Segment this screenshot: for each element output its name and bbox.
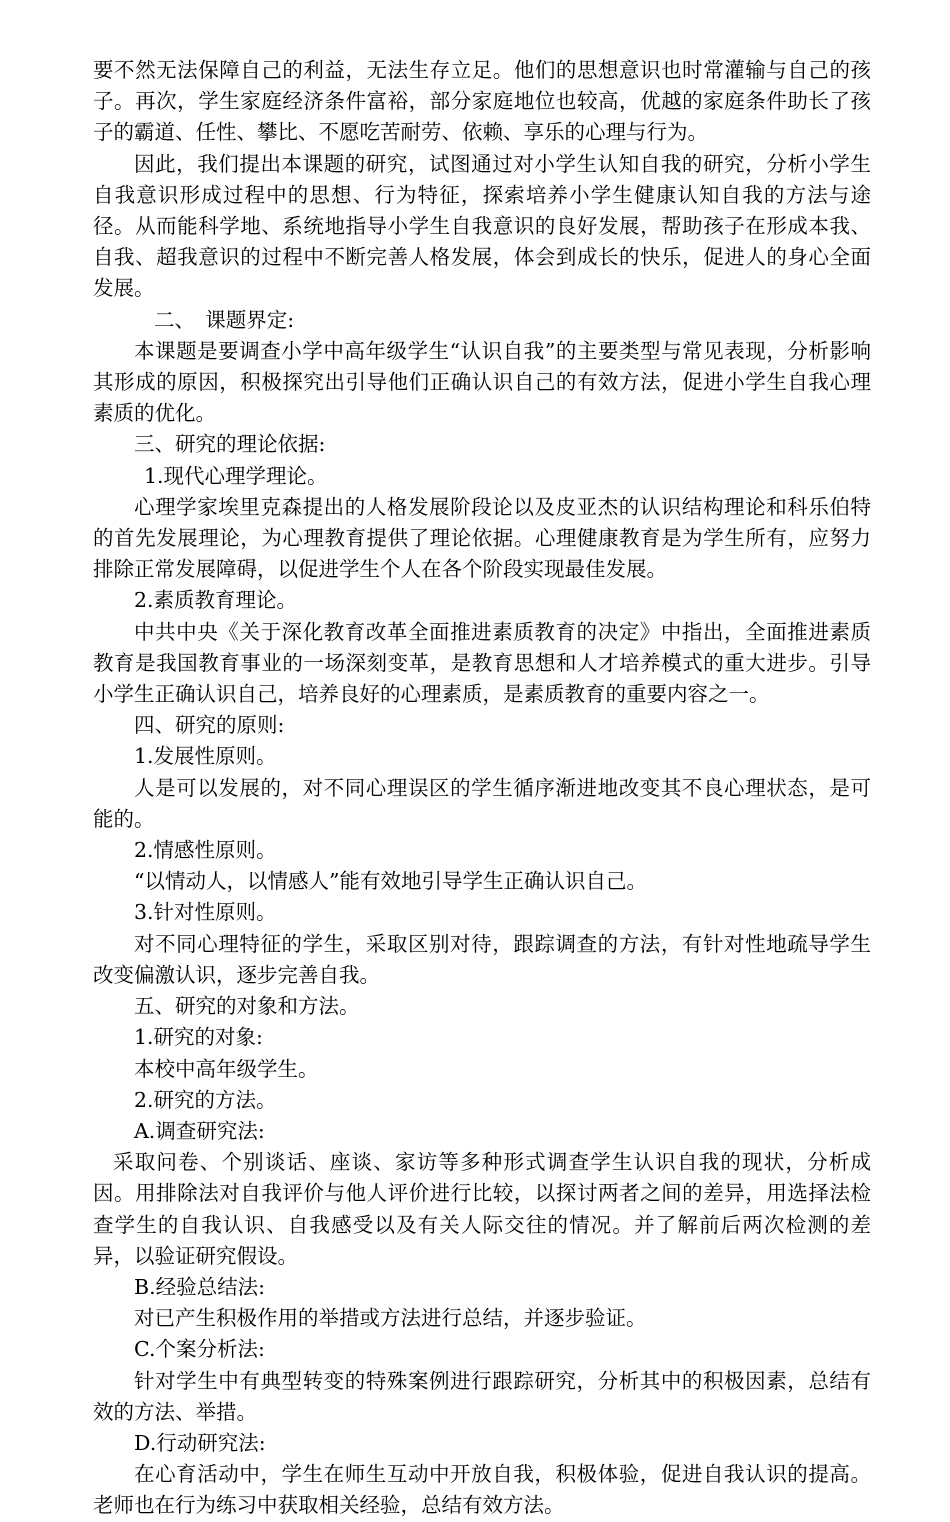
subheading-emotion-principle: 2.情感性原则。: [134, 838, 277, 863]
paragraph-targeted-principle: 对不同心理特征的学生，采取区别对待，跟踪调查的方法，有针对性地疏导学生改变偏激认识，逐步完善自我。: [93, 931, 871, 987]
paragraph-quality-education-theory: 中共中央《关于深化教育改革全面推进素质教育的决定》中指出，全面推进素质教育是我国教育事业的一场深刻变革，是教育思想和人才培养模式的重大进步。引导小学生正确认识自己，培养良好的心理素质，是素质教育的重要内容之一。: [93, 619, 871, 707]
subheading-psychology-theory: 1.现代心理学理论。: [144, 463, 328, 488]
heading-topic-definition: 二、 课题界定:: [154, 307, 295, 332]
heading-research-principles: 四、研究的原则:: [134, 713, 285, 738]
paragraph-family-influence: 要不然无法保障自己的利益，无法生存立足。他们的思想意识也时常灌输与自己的孩子。再次，学生家庭经济条件富裕，部分家庭地位也较高，优越的家庭条件助长了孩子的霸道、任性、攀比、不愿吃苦耐劳、依赖、享乐的心理与行为。: [93, 58, 871, 145]
paragraph-topic-definition: 本课题是要调查小学中高年级学生“认识自我”的主要类型与常见表现，分析影响其形成的原因，积极探究出引导他们正确认识自己的有效方法，促进小学生自我心理素质的优化。: [93, 338, 871, 426]
subheading-quality-education-theory: 2.素质教育理论。: [134, 588, 298, 613]
subheading-case-method: C.个案分析法:: [134, 1337, 265, 1362]
paragraph-survey-method: 采取问卷、个别谈话、座谈、家访等多种形式调查学生认识自我的现状，分析成因。用排除法对自我评价与他人评价进行比较，以探讨两者之间的差异，用选择法检查学生的自我认识、自我感受以及有关人际交往的情况。并了解前后两次检测的差异，以验证研究假设。: [93, 1150, 871, 1268]
subheading-development-principle: 1.发展性原则。: [134, 744, 277, 769]
subheading-targeted-principle: 3.针对性原则。: [134, 900, 277, 925]
paragraph-psychology-theory: 心理学家埃里克森提出的人格发展阶段论以及皮亚杰的认识结构理论和科乐伯特的首先发展理论，为心理教育提供了理论依据。心理健康教育是为学生所有，应努力排除正常发展障碍，以促进学生个人在各个阶段实现最佳发展。: [93, 494, 871, 582]
paragraph-research-purpose: 因此，我们提出本课题的研究，试图通过对小学生认知自我的研究，分析小学生自我意识形成过程中的思想、行为特征，探索培养小学生健康认知自我的方法与途径。从而能科学地、系统地指导小学生自我意识的良好发展，帮助孩子在形成本我、自我、超我意识的过程中不断完善人格发展，体会到成长的快乐，促进人的身心全面发展。: [93, 151, 871, 301]
paragraph-case-method: 针对学生中有典型转变的特殊案例进行跟踪研究，分析其中的积极因素，总结有效的方法、举措。: [93, 1368, 871, 1424]
paragraph-development-principle: 人是可以发展的，对不同心理误区的学生循序渐进地改变其不良心理状态，是可能的。: [93, 775, 871, 831]
paragraph-emotion-principle: “以情动人，以情感人”能有效地引导学生正确认识自己。: [134, 869, 647, 894]
paragraph-experience-method: 对已产生积极作用的举措或方法进行总结，并逐步验证。: [134, 1306, 647, 1331]
heading-objects-and-methods: 五、研究的对象和方法。: [134, 994, 360, 1019]
paragraph-action-method: 在心育活动中，学生在师生互动中开放自我，积极体验，促进自我认识的提高。老师也在行为练习中获取相关经验，总结有效方法。: [93, 1462, 871, 1518]
subheading-research-objects: 1.研究的对象:: [134, 1025, 263, 1050]
paragraph-research-objects: 本校中高年级学生。: [134, 1056, 319, 1081]
heading-theoretical-basis: 三、研究的理论依据:: [134, 432, 326, 457]
subheading-survey-method: A.调查研究法:: [134, 1118, 265, 1143]
document-page: [93, 55, 871, 1522]
subheading-experience-method: B.经验总结法:: [134, 1274, 265, 1299]
subheading-research-methods: 2.研究的方法。: [134, 1087, 277, 1112]
subheading-action-method: D.行动研究法:: [134, 1430, 266, 1455]
